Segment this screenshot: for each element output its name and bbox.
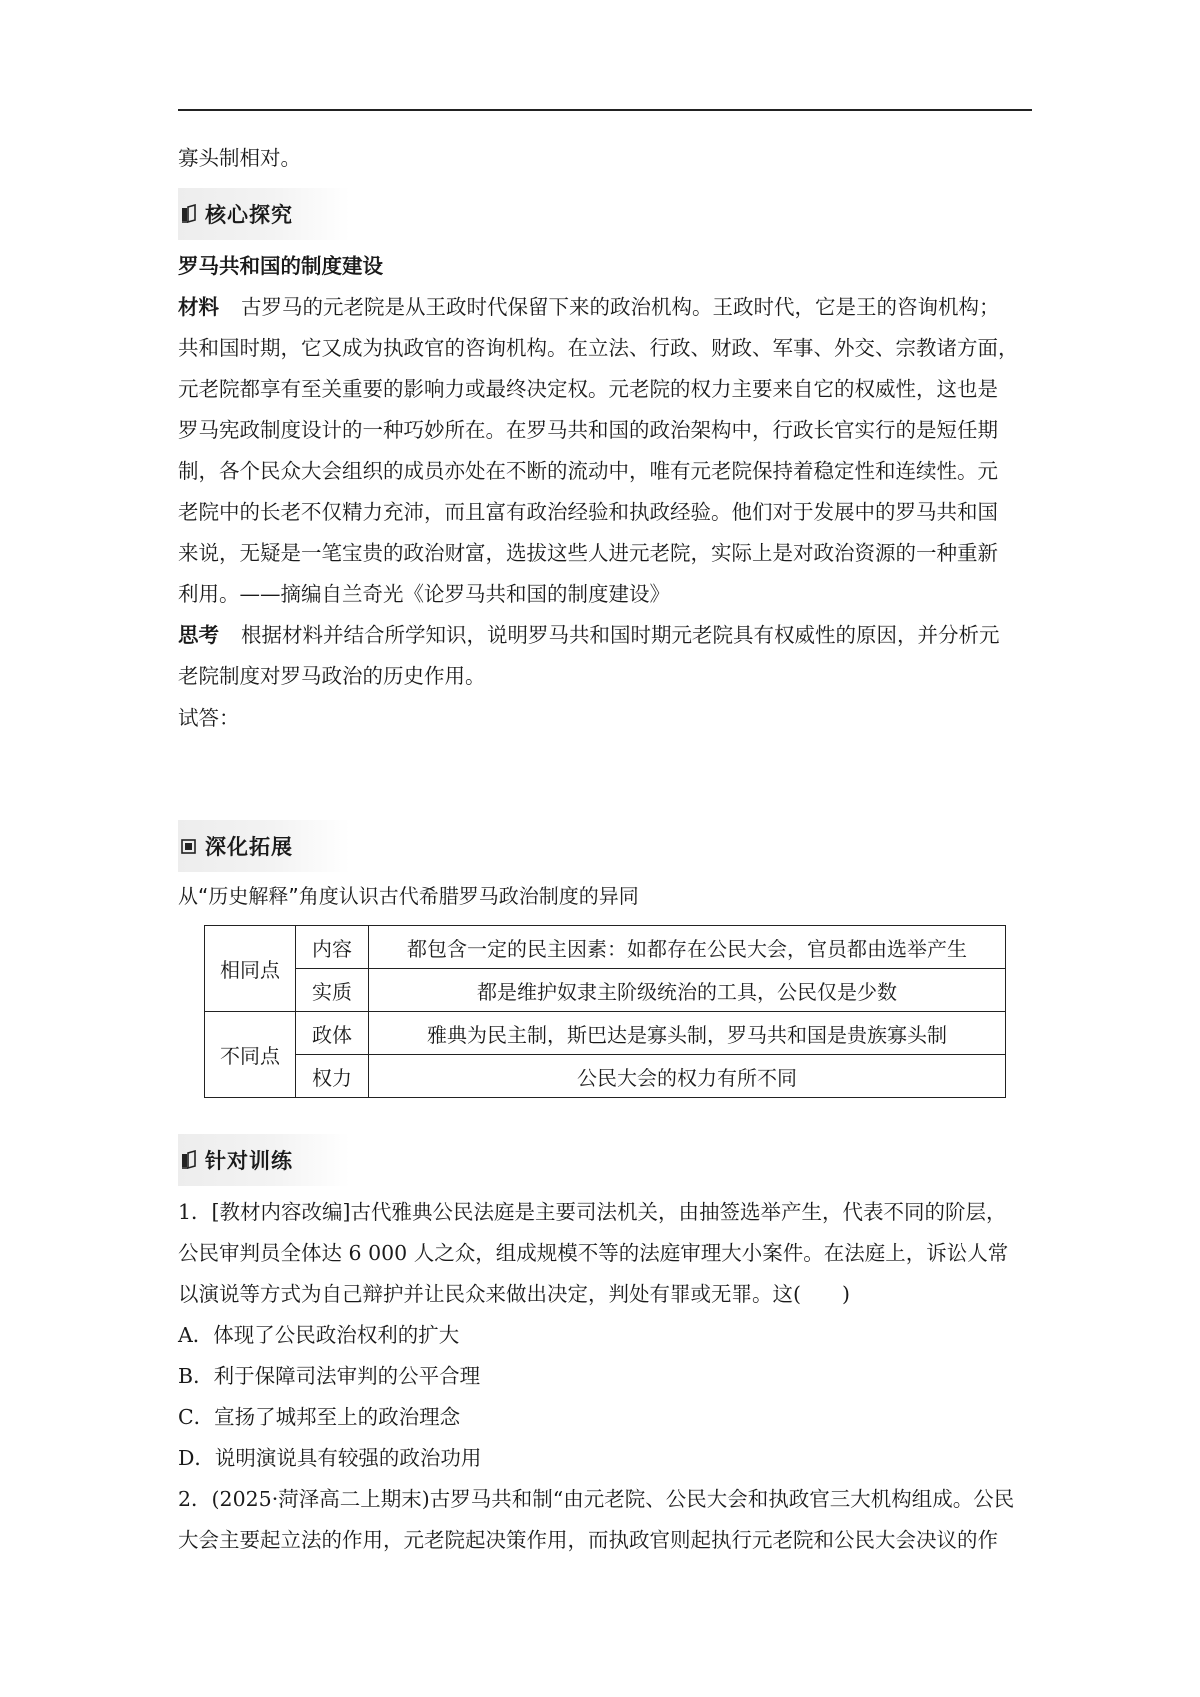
value-cell: 雅典为民主制，斯巴达是寡头制，罗马共和国是贵族寡头制 [369, 1012, 1006, 1055]
intro-line: 寡头制相对。 [178, 146, 301, 170]
section-header-training [178, 1134, 350, 1186]
question-line: 大会主要起立法的作用，元老院起决策作用，而执政官则起执行元老院和公民大会决议的作 [178, 1528, 998, 1552]
material-line: 罗马宪政制度设计的一种巧妙所在。在罗马共和国的政治架构中，行政长官实行的是短任期 [178, 418, 998, 442]
option-c: C．宣扬了城邦至上的政治理念 [178, 1405, 461, 1429]
material-line: 老院中的长老不仅精力充沛，而且富有政治经验和执政经验。他们对于发展中的罗马共和国 [178, 500, 998, 524]
key-cell: 政体 [296, 1012, 369, 1055]
header-rule [178, 109, 1032, 111]
table-row [205, 1012, 1006, 1055]
group-cell: 不同点 [205, 1012, 296, 1098]
question-line: 2．(2025·菏泽高二上期末)古罗马共和制“由元老院、公民大会和执政官三大机构组成。公民 [178, 1487, 1015, 1511]
table-row [205, 926, 1006, 969]
material-label: 材料 [178, 295, 219, 319]
deepen-subtitle: 从“历史解释”角度认识古代希腊罗马政治制度的异同 [178, 884, 639, 908]
core-subtitle: 罗马共和国的制度建设 [178, 254, 383, 278]
key-cell: 权力 [296, 1055, 369, 1098]
section-header-core [178, 188, 350, 240]
option-d: D．说明演说具有较强的政治功用 [178, 1446, 482, 1470]
think-line: 思考 根据材料并结合所学知识，说明罗马共和国时期元老院具有权威性的原因，并分析元 [178, 623, 1000, 647]
question-line: 1．[教材内容改编]古代雅典公民法庭是主要司法机关，由抽签选举产生，代表不同的阶层， [178, 1200, 1007, 1224]
material-line: 材料 古罗马的元老院是从王政时代保留下来的政治机构。王政时代，它是王的咨询机构； [178, 295, 1000, 319]
question-line: 公民审判员全体达 6 000 人之众，组成规模不等的法庭审理大小案件。在法庭上，诉讼人常 [178, 1241, 1009, 1265]
option-b: B．利于保障司法审判的公平合理 [178, 1364, 481, 1388]
option-a: A．体现了公民政治权利的扩大 [178, 1323, 460, 1347]
table-row [205, 969, 1006, 1012]
material-line: 利用。——摘编自兰奇光《论罗马共和国的制度建设》 [178, 582, 670, 606]
table-row [205, 1055, 1006, 1098]
section-title-core: 核心探究 [205, 203, 293, 227]
section-title-training: 针对训练 [205, 1149, 293, 1173]
think-line: 老院制度对罗马政治的历史作用。 [178, 664, 486, 688]
think-label: 思考 [178, 623, 219, 647]
square-icon [180, 836, 198, 856]
material-line: 制，各个民众大会组织的成员亦处在不断的流动中，唯有元老院保持着稳定性和连续性。元 [178, 459, 998, 483]
group-cell: 相同点 [205, 926, 296, 1012]
section-header-deepen [178, 820, 350, 872]
material-line: 来说，无疑是一笔宝贵的政治财富，选拔这些人进元老院，实际上是对政治资源的一种重新 [178, 541, 998, 565]
value-cell: 都包含一定的民主因素：如都存在公民大会，官员都由选举产生 [369, 926, 1006, 969]
material-line: 元老院都享有至关重要的影响力或最终决定权。元老院的权力主要来自它的权威性，这也是 [178, 377, 998, 401]
book-icon [180, 1150, 198, 1170]
key-cell: 实质 [296, 969, 369, 1012]
answer-label: 试答： [178, 706, 240, 730]
question-line: 以演说等方式为自己辩护并让民众来做出决定，判处有罪或无罪。这( ) [178, 1282, 850, 1306]
section-title-deepen: 深化拓展 [205, 835, 293, 859]
value-cell: 都是维护奴隶主阶级统治的工具，公民仅是少数 [369, 969, 1006, 1012]
material-line: 共和国时期，它又成为执政官的咨询机构。在立法、行政、财政、军事、外交、宗教诸方面， [178, 336, 1019, 360]
book-icon [180, 204, 198, 224]
comparison-table [204, 925, 1006, 1098]
value-cell: 公民大会的权力有所不同 [369, 1055, 1006, 1098]
key-cell: 内容 [296, 926, 369, 969]
